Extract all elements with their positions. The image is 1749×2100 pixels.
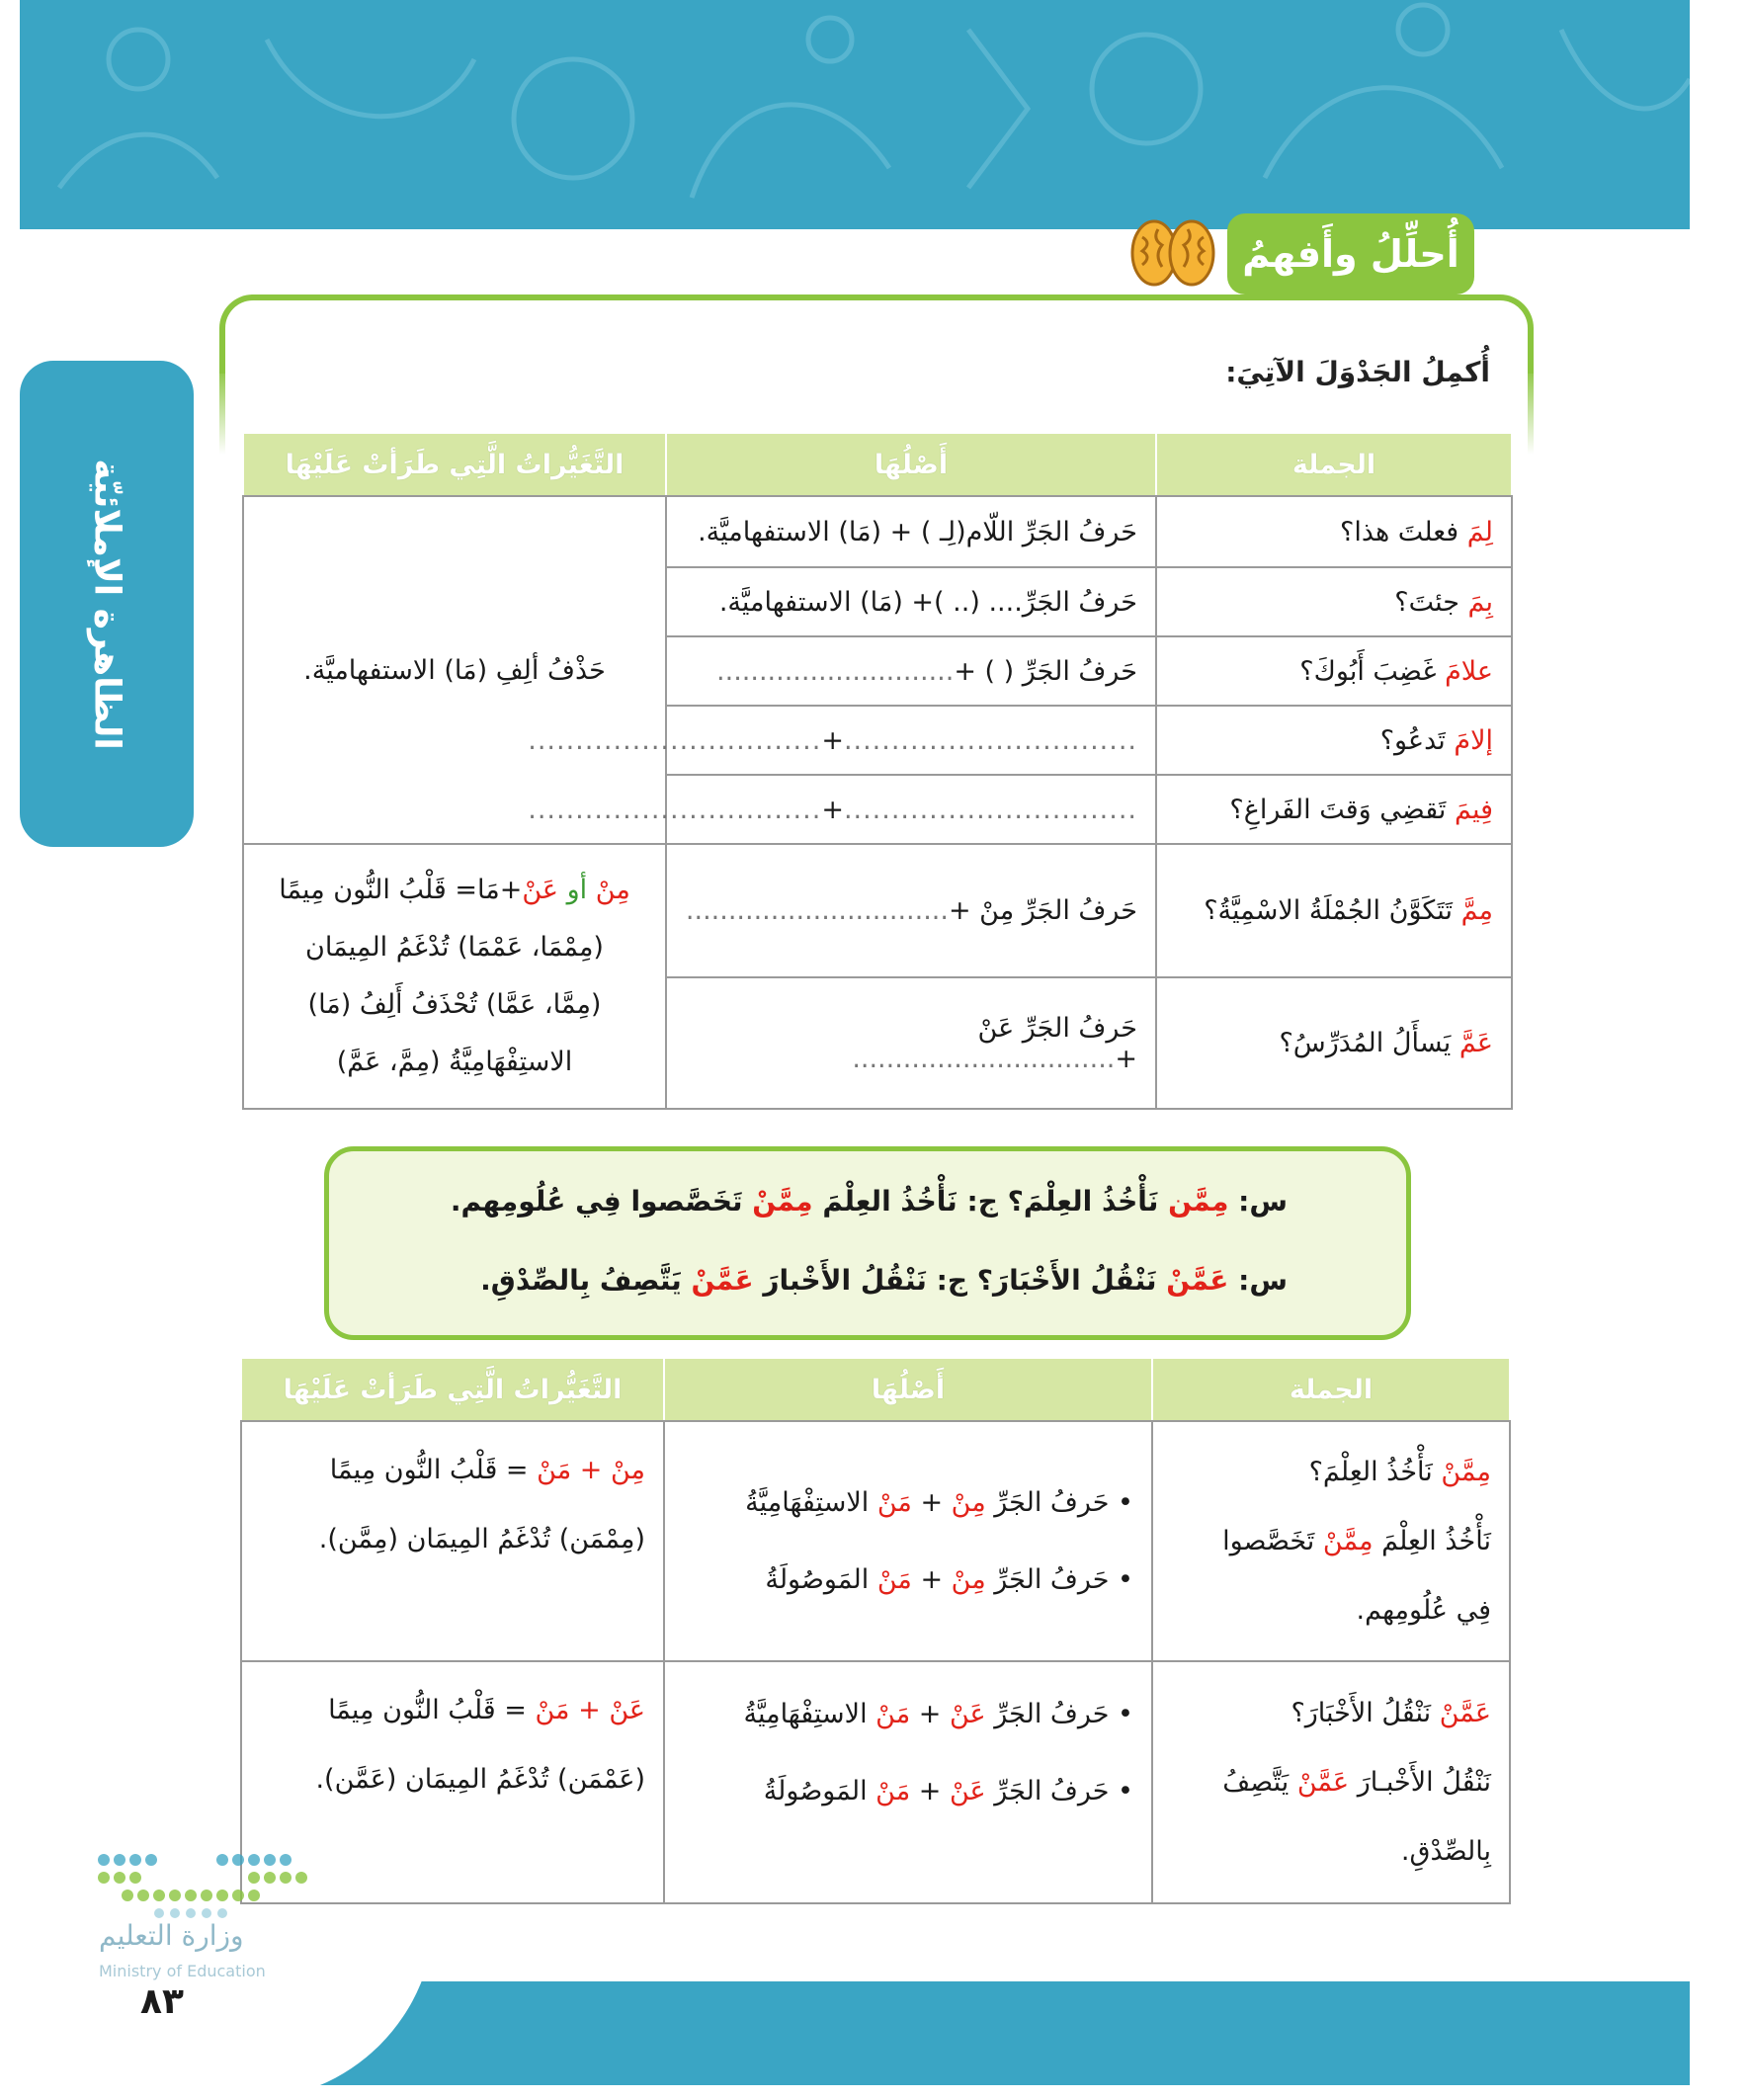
callout-text: نَنْقُلُ الأَخْبَارَ؟ ج: نَنْقُلُ الأَخْبارَ [763,1264,1157,1297]
callout-line-1 [451,1185,1288,1218]
sentence-line [1171,1679,1491,1748]
fill-blank[interactable]: ............................... [528,794,822,825]
origin-cell[interactable] [666,844,1156,977]
red-word: عَنْ [522,875,559,905]
fill-blank[interactable]: ............................... [852,1043,1116,1074]
sentence-rest: فعلتَ هذا؟ [1339,516,1459,547]
q-prefix: س: [1238,1185,1288,1218]
sentence-line: فِي عُلُومِهم. [1356,1594,1491,1626]
changes-line: (مِمْمَا، عَمْمَا) تُدْغَمُ المِيمَان [305,932,604,963]
table-row [243,844,1512,977]
changes-text: = قَلْبُ النُّون مِيمًا [328,1695,527,1725]
sentence-cell [1156,706,1512,775]
origin-cell[interactable] [666,977,1156,1109]
origin-text: • حَرفُ الجَرِّ [994,1776,1133,1806]
red-word: مَنْ [875,1776,911,1806]
ministry-sub: Ministry of Education [99,1962,266,1980]
red-word: مِنْ [610,1455,645,1485]
red-word: مَنْ [875,1699,911,1729]
example-callout [324,1146,1411,1340]
callout-text: يَتَّصِفُ بِالصِّدْقِ. [480,1264,682,1297]
origin-text: حَرفُ الجَرِّ اللّام(لِـ ) + (مَا) الاستفهاميَّة. [698,516,1137,547]
question-word: علامَ [1445,655,1493,687]
plus-sign: + [579,1455,603,1485]
callout-text: نَأْخُذُ العِلْمَ؟ ج: نَأْخُذُ العِلْمَ [822,1185,1159,1218]
or-word: أو [566,875,588,905]
red-word: مِنْ [595,875,630,905]
plus-sign: + [920,1486,944,1518]
header-sentence: الجملة [1152,1358,1510,1421]
changes-line [260,1676,645,1745]
red-word: مَنْ [535,1695,570,1725]
table-1 [242,432,1513,1110]
frame-fade-right [1528,366,1534,455]
sentence-text: تَخَصَّصوا [1222,1525,1315,1556]
red-word: عَمَّنْ [1166,1264,1229,1297]
red-word: عَنْ [609,1695,645,1725]
ministry-name: وزارة التعليم [99,1919,244,1952]
changes-line [260,1436,645,1505]
red-word: مَنْ [537,1455,572,1485]
sentence-text: نَنْقُلُ الأَخْبـارَ [1357,1766,1491,1798]
table-row [241,1421,1510,1661]
plus-sign: + [578,1695,601,1725]
plus-sign: + [918,1699,942,1729]
origin-text: حَرفُ الجَرِّ مِنْ + [948,895,1137,926]
origin-line [683,1465,1133,1542]
sentence-cell [1156,844,1512,977]
section-label: أُحلِّلُ وأَفهمُ [1227,213,1474,294]
red-word: مِمَّنْ [1441,1456,1491,1487]
origin-text: • حَرفُ الجَرِّ [994,1563,1133,1595]
changes-cell [241,1421,664,1661]
changes-text: حَذْفُ ألِفِ (مَا) الاستفهاميَّة. [303,654,606,686]
table-2 [240,1357,1511,1904]
page-number: ٨٣ [140,1981,184,2022]
header-pattern [20,0,1690,229]
origin-text: المَوصُولَةُ [763,1776,868,1806]
origin-cell[interactable]: ...............................+............................... [666,775,1156,844]
changes-text: +مَا= قَلْبُ النُّون مِيمًا [279,875,523,905]
red-word: مِمَّن [1168,1185,1229,1218]
origin-text: الاستِفْهَامِيَّةُ [745,1486,870,1518]
question-word: إلامَ [1454,724,1493,756]
red-word: مِمَّنْ [752,1185,813,1218]
origin-cell [664,1421,1152,1661]
table-2-header [241,1358,1510,1421]
question-word: فِيمَ [1454,794,1493,825]
changes-line: (مِمَّا، عَمَّا) تُحْذَفُ أَلِفُ (مَا) [307,989,602,1020]
sentence-line: بِالصِّدْقِ. [1400,1835,1491,1867]
header-origin: أَصْلُهَا [666,433,1156,496]
header-changes: التَّغَيُّراتُ الَّتِي طَرَأتْ عَلَيْهَا [241,1358,664,1421]
red-word: مِمَّنْ [1322,1525,1374,1556]
sentence-cell [1156,775,1512,844]
sentence-cell [1152,1661,1510,1903]
brain-icon [1128,217,1217,289]
sentence-text: نَنْقُلُ الأَخْبَارَ؟ [1291,1697,1432,1728]
origin-cell [666,496,1156,567]
changes-line: (عَمْمَن) تُدْغَمُ المِيمَان (عَمَّن). [315,1764,645,1795]
sentence-line [1171,1507,1491,1576]
q-prefix: س: [1238,1264,1288,1297]
red-word: عَمَّنْ [1439,1697,1491,1728]
plus-sign: + [918,1776,942,1806]
frame-fade-left [219,366,225,455]
sentence-line [1171,1438,1491,1507]
red-word: مِنْ [951,1563,986,1595]
origin-text: • حَرفُ الجَرِّ [994,1699,1133,1729]
origin-line [683,1753,1133,1830]
origin-text: المَوصُولَةُ [765,1563,870,1595]
table-row [241,1661,1510,1903]
sentence-rest: يَسأَلُ المُدَرِّسُ؟ [1279,1028,1452,1058]
question-word: عَمَّ [1458,1028,1493,1058]
sentence-text: نَأْخُذُ العِلْمَ [1381,1525,1491,1556]
sentence-cell [1156,977,1512,1109]
fill-blank[interactable]: ............................... [843,724,1137,756]
header-sentence: الجملة [1156,433,1512,496]
fill-blank[interactable]: ............................... [528,724,822,756]
side-tab-label: الظاهرة الإملائيّة [86,458,127,750]
sentence-rest: تَتَكَوَّنُ الجُمْلَةُ الاسْمِيَّةُ؟ [1204,895,1453,926]
instruction: أُكمِلُ الجَدْوَلَ الآتِيَ: [1225,356,1490,388]
origin-text: حَرفُ الجَرِّ ( ) + [954,655,1137,687]
origin-text: حَرفُ الجَرِّ.... (.. )+ (مَا) الاستفهاميَّة. [718,586,1137,618]
sentence-rest: تَقضِي وَقتَ الفَراغِ؟ [1229,794,1447,825]
plus-sign: + [920,1563,944,1595]
changes-line [262,862,647,919]
header-band [20,0,1690,229]
sentence-cell [1156,496,1512,567]
red-word: عَمَّنْ [691,1264,754,1297]
fill-blank[interactable]: ............................... [685,895,949,926]
origin-cell [666,567,1156,636]
origin-text: الاستِفْهَامِيَّةُ [743,1699,868,1729]
sentence-text: يَتَّصِفُ [1222,1766,1290,1798]
table-1-header [243,433,1512,496]
question-word: لِمَ [1466,516,1493,547]
sentence-rest: جئتَ؟ [1394,586,1459,618]
header-origin: أَصْلُهَا [664,1358,1152,1421]
callout-text: تَخَصَّصوا فِي عُلُومِهم. [450,1185,743,1218]
sentence-line [1171,1748,1491,1817]
changes-cell [243,844,666,1109]
red-word: عَنْ [950,1776,986,1806]
changes-cell [243,496,666,844]
origin-text: حَرفُ الجَرِّ عَنْ + [977,1012,1137,1074]
origin-cell[interactable]: ...............................+............................... [666,706,1156,775]
red-word: مَنْ [876,1486,912,1518]
fill-blank[interactable]: ............................ [716,655,955,687]
origin-line [683,1676,1133,1753]
origin-cell[interactable] [666,636,1156,706]
sentence-cell [1156,567,1512,636]
changes-line: الاستِفْهَامِيَّةُ (مِمَّ، عَمَّ) [336,1047,573,1077]
fill-blank[interactable]: ............................... [843,794,1137,825]
question-word: مِمَّ [1460,895,1493,926]
changes-text: = قَلْبُ النُّون مِيمًا [329,1455,529,1485]
table-row [243,496,1512,567]
sentence-text: نَأْخُذُ العِلْمَ؟ [1308,1456,1433,1487]
sentence-rest: تَدعُو؟ [1379,724,1446,756]
red-word: عَمَّنْ [1296,1766,1350,1798]
origin-text: • حَرفُ الجَرِّ [994,1486,1133,1518]
question-word: بِمَ [1467,586,1493,618]
sentence-cell [1156,636,1512,706]
origin-cell [664,1661,1152,1903]
side-tab-label-wrap [20,361,194,847]
header-changes: التَّغَيُّراتُ الَّتِي طَرَأتْ عَلَيْهَا [243,433,666,496]
red-word: عَنْ [950,1699,986,1729]
callout-line-2 [480,1264,1288,1297]
sentence-rest: غَضِبَ أَبُوكَ؟ [1299,655,1437,687]
red-word: مِنْ [951,1486,986,1518]
changes-line: (مِمْمَن) تُدْغَمُ المِيمَان (مِمَّن). [318,1524,645,1554]
sentence-cell [1152,1421,1510,1661]
red-word: مَنْ [876,1563,912,1595]
origin-line [683,1542,1133,1619]
